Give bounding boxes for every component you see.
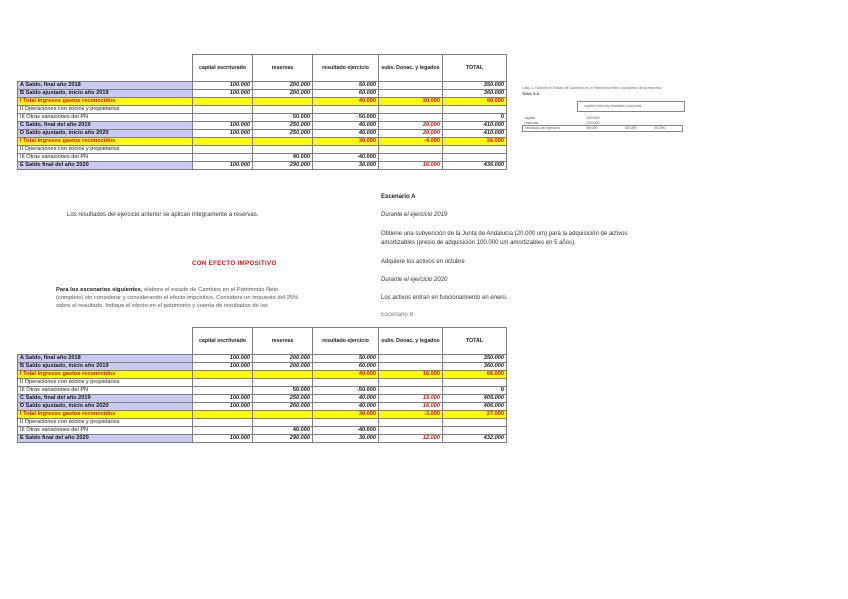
row-value: 410.000 bbox=[443, 130, 507, 138]
row-value: -40.000 bbox=[313, 154, 379, 162]
scenario-during-2019: Durante el ejercicio 2019 bbox=[381, 212, 448, 218]
row-value: 20.000 bbox=[379, 98, 443, 106]
row-value: 100.000 bbox=[193, 363, 253, 371]
mini-caption: Caso 2. Elabore el Estado de Cambios en el Patrimonio Neto (completo) de la empresa bbox=[522, 86, 662, 90]
row-value: 30.000 bbox=[313, 162, 379, 170]
row-value bbox=[379, 379, 443, 387]
row-label: I Total ingresos gastos reconocidos bbox=[18, 371, 193, 379]
row-value: -40.000 bbox=[313, 427, 379, 435]
row-value bbox=[193, 419, 253, 427]
row-value: 100.000 bbox=[193, 162, 253, 170]
row-value bbox=[313, 379, 379, 387]
header-capital: capital escriturado bbox=[193, 328, 253, 355]
row-label: B Saldo ajustado, inicio año 2019 bbox=[18, 363, 193, 371]
row-value: 12.000 bbox=[379, 435, 443, 443]
row-value: 100.000 bbox=[193, 403, 253, 411]
row-value: 26.000 bbox=[443, 138, 507, 146]
scenario-p3: Los activos entran en funcionamiento en enero. bbox=[381, 295, 508, 301]
row-value: 350.000 bbox=[443, 355, 507, 363]
row-value: 0 bbox=[443, 387, 507, 395]
row-value bbox=[379, 154, 443, 162]
row-value: 250.000 bbox=[253, 122, 313, 130]
note-resultados: Los resultados del ejercicio anterior se aplican íntegramente a reservas. bbox=[67, 212, 259, 218]
row-value: 20.000 bbox=[379, 122, 443, 130]
row-value bbox=[379, 106, 443, 114]
row-value: 40.000 bbox=[313, 130, 379, 138]
row-value: 50.000 bbox=[253, 387, 313, 395]
row-label: C Saldo, final del año 2019 bbox=[18, 395, 193, 403]
instructions-lead: Para los escenarios siguientes, bbox=[56, 287, 143, 293]
instructions-line2: (completo) sin considerar y considerando el efecto impositivo. Considere un impuesto del 25% bbox=[56, 295, 299, 301]
section-heading: CON EFECTO IMPOSITIVO bbox=[192, 260, 277, 267]
row-label: II Operaciones con socios y propietarios bbox=[18, 146, 193, 154]
row-value: 30.000 bbox=[313, 435, 379, 443]
table-row bbox=[18, 355, 507, 363]
table-row bbox=[18, 371, 507, 379]
instructions-line1: elabore el estado de Cambios en el Patrimonio Neto bbox=[142, 287, 279, 293]
row-value: 50.000 bbox=[253, 114, 313, 122]
row-value bbox=[193, 427, 253, 435]
row-value bbox=[253, 371, 313, 379]
row-label: I Total ingresos gastos reconocidos bbox=[18, 98, 193, 106]
row-value bbox=[379, 114, 443, 122]
mini-cell: reservas bbox=[524, 120, 539, 125]
row-value: 20.000 bbox=[379, 130, 443, 138]
row-label: II Operaciones con socios y propietarios bbox=[18, 106, 193, 114]
scenario-p1-line1: Obtiene una subvención de la Junta de Andalucía (20.000 um) para la adquisición de activos bbox=[381, 231, 628, 237]
header-subvenciones: subv. Donac. y legados bbox=[379, 328, 443, 355]
row-label: I Total ingresos gastos reconocidos bbox=[18, 138, 193, 146]
scenario-p2: Adquiere los activos en octubre bbox=[381, 259, 465, 265]
row-value: 27.000 bbox=[443, 411, 507, 419]
row-label: II Operaciones con socios y propietarios bbox=[18, 419, 193, 427]
row-value: 40.000 bbox=[313, 371, 379, 379]
row-value: 200.000 bbox=[253, 363, 313, 371]
row-value: 250.000 bbox=[253, 395, 313, 403]
header-total: TOTAL bbox=[443, 55, 507, 82]
row-value bbox=[253, 106, 313, 114]
row-value: 405.000 bbox=[443, 395, 507, 403]
table-row bbox=[18, 363, 507, 371]
row-value bbox=[193, 114, 253, 122]
row-label: A Saldo, final año 2018 bbox=[18, 82, 193, 90]
row-value: 60.000 bbox=[313, 90, 379, 98]
row-value: 40.000 bbox=[313, 98, 379, 106]
ecpn-table-sin-efecto bbox=[17, 54, 507, 170]
scenario-cut: Escenario B bbox=[381, 312, 414, 316]
row-value: 50.000 bbox=[313, 355, 379, 363]
table-row bbox=[18, 130, 507, 138]
row-value bbox=[253, 98, 313, 106]
row-label: B Saldo ajustado, inicio año 2019 bbox=[18, 90, 193, 98]
row-value bbox=[253, 379, 313, 387]
row-value bbox=[313, 419, 379, 427]
scenario-p1-line2: amortizables (precio de adquisición 100.000 um amortizables en 5 años). bbox=[381, 240, 576, 246]
row-value: 16.000 bbox=[379, 371, 443, 379]
row-value bbox=[379, 363, 443, 371]
row-value: -50.000 bbox=[313, 387, 379, 395]
row-value bbox=[379, 82, 443, 90]
row-value: 100.000 bbox=[193, 130, 253, 138]
row-value bbox=[253, 411, 313, 419]
row-label: II Operaciones con socios y propietarios bbox=[18, 379, 193, 387]
row-label: D Saldo ajustado, inicio año 2020 bbox=[18, 130, 193, 138]
row-value bbox=[253, 138, 313, 146]
row-value bbox=[193, 411, 253, 419]
row-value: 30.000 bbox=[313, 138, 379, 146]
row-value: 250.000 bbox=[253, 130, 313, 138]
row-value: 0 bbox=[443, 114, 507, 122]
table-row bbox=[18, 379, 507, 387]
row-label: A Saldo, final año 2018 bbox=[18, 355, 193, 363]
row-value: -3.000 bbox=[379, 411, 443, 419]
table-row bbox=[18, 162, 507, 170]
row-label: III Otras variaciones del PN bbox=[18, 387, 193, 395]
mini-header-box bbox=[577, 101, 685, 112]
header-reservas: reservas bbox=[253, 328, 313, 355]
table-row bbox=[18, 146, 507, 154]
row-value bbox=[253, 419, 313, 427]
row-value: 16.000 bbox=[379, 162, 443, 170]
table-row bbox=[18, 154, 507, 162]
row-value bbox=[193, 98, 253, 106]
row-value: 40.000 bbox=[313, 403, 379, 411]
mini-cell: 100.000 bbox=[586, 116, 600, 121]
ecpn-table-con-efecto bbox=[17, 327, 507, 443]
row-label: D Saldo ajustado, inicio año 2020 bbox=[18, 403, 193, 411]
scenario-title: Escenario A bbox=[381, 194, 416, 200]
mini-company: Teller, S.A. bbox=[522, 92, 541, 96]
row-value: 200.000 bbox=[253, 90, 313, 98]
row-value bbox=[379, 146, 443, 154]
table-row bbox=[18, 411, 507, 419]
table-row bbox=[18, 403, 507, 411]
row-value bbox=[313, 146, 379, 154]
mini-cell: 50.000 bbox=[586, 126, 598, 131]
table-row bbox=[18, 122, 507, 130]
row-value: 410.000 bbox=[443, 122, 507, 130]
row-value: 100.000 bbox=[193, 90, 253, 98]
row-value: 60.000 bbox=[443, 98, 507, 106]
row-value: 30.000 bbox=[313, 411, 379, 419]
row-value: 406.000 bbox=[443, 403, 507, 411]
row-value: 260.000 bbox=[253, 403, 313, 411]
row-value bbox=[193, 146, 253, 154]
row-value: 16.000 bbox=[379, 403, 443, 411]
mini-table bbox=[522, 116, 683, 132]
row-value: 200.000 bbox=[253, 355, 313, 363]
row-value bbox=[253, 146, 313, 154]
row-value: 100.000 bbox=[193, 82, 253, 90]
mini-cell: capital bbox=[524, 116, 535, 121]
row-label: III Otras variaciones del PN bbox=[18, 154, 193, 162]
header-blank bbox=[18, 55, 193, 82]
row-value: -4.000 bbox=[379, 138, 443, 146]
mini-header: capital reservas resultado subv total bbox=[584, 104, 642, 108]
table-row bbox=[18, 82, 507, 90]
header-resultado: resultado ejercicio bbox=[313, 55, 379, 82]
row-value bbox=[313, 106, 379, 114]
row-value: 40.000 bbox=[253, 427, 313, 435]
header-blank bbox=[18, 328, 193, 355]
row-value: 40.000 bbox=[313, 122, 379, 130]
row-value: 50.000 bbox=[313, 82, 379, 90]
row-value bbox=[193, 387, 253, 395]
mini-cell: 60.000 bbox=[625, 126, 637, 131]
mini-cell: 250.000 bbox=[586, 120, 600, 125]
row-value: 290.000 bbox=[253, 162, 313, 170]
row-label: C Saldo, final del año 2019 bbox=[18, 122, 193, 130]
row-label: III Otras variaciones del PN bbox=[18, 114, 193, 122]
row-value bbox=[379, 355, 443, 363]
row-value: -50.000 bbox=[313, 114, 379, 122]
instructions-line3: sobre el resultado. Indique el efecto en el patrimonio y cuenta de resultados de las bbox=[56, 303, 268, 309]
header-total: TOTAL bbox=[443, 328, 507, 355]
table-row bbox=[18, 114, 507, 122]
row-value: 100.000 bbox=[193, 435, 253, 443]
row-value bbox=[379, 427, 443, 435]
row-value bbox=[193, 106, 253, 114]
row-value bbox=[443, 419, 507, 427]
table-row bbox=[18, 435, 507, 443]
row-value: 290.000 bbox=[253, 435, 313, 443]
row-value: 60.000 bbox=[313, 363, 379, 371]
row-value bbox=[379, 387, 443, 395]
row-value: 436.000 bbox=[443, 162, 507, 170]
row-value: 100.000 bbox=[193, 355, 253, 363]
header-resultado: resultado ejercicio bbox=[313, 328, 379, 355]
row-value: 15.000 bbox=[379, 395, 443, 403]
row-value bbox=[443, 427, 507, 435]
table-row bbox=[18, 90, 507, 98]
row-value: 432.000 bbox=[443, 435, 507, 443]
row-label: I Total ingresos gastos reconocidos bbox=[18, 411, 193, 419]
table-row bbox=[18, 387, 507, 395]
table-row bbox=[18, 419, 507, 427]
row-value: 360.000 bbox=[443, 90, 507, 98]
table-row bbox=[18, 138, 507, 146]
row-value bbox=[379, 90, 443, 98]
row-value bbox=[193, 379, 253, 387]
header-reservas: reservas bbox=[253, 55, 313, 82]
row-value bbox=[193, 371, 253, 379]
row-label: III Otras variaciones del PN bbox=[18, 427, 193, 435]
row-value: 200.000 bbox=[253, 82, 313, 90]
instructions-paragraph bbox=[56, 286, 374, 310]
header-subvenciones: subv. Donac. y legados bbox=[379, 55, 443, 82]
row-value: 360.000 bbox=[443, 363, 507, 371]
row-value: 66.000 bbox=[443, 371, 507, 379]
row-value bbox=[443, 379, 507, 387]
row-value bbox=[193, 154, 253, 162]
table-row bbox=[18, 395, 507, 403]
header-capital: capital escriturado bbox=[193, 55, 253, 82]
row-value: 40.000 bbox=[253, 154, 313, 162]
row-value bbox=[379, 419, 443, 427]
row-value bbox=[443, 146, 507, 154]
row-label: E Saldo final del año 2020 bbox=[18, 435, 193, 443]
row-value: 100.000 bbox=[193, 395, 253, 403]
mini-cell: 50.000 bbox=[654, 126, 666, 131]
row-value: 100.000 bbox=[193, 122, 253, 130]
row-value bbox=[443, 154, 507, 162]
row-label: E Saldo final del año 2020 bbox=[18, 162, 193, 170]
row-value bbox=[193, 138, 253, 146]
mini-cell: resultado del ejercicio bbox=[525, 126, 560, 131]
row-value bbox=[443, 106, 507, 114]
row-value: 350.000 bbox=[443, 82, 507, 90]
table-row bbox=[18, 427, 507, 435]
scenario-during-2020: Durante el ejercicio 2020 bbox=[381, 277, 448, 283]
row-value: 40.000 bbox=[313, 395, 379, 403]
table-row bbox=[18, 98, 507, 106]
table-row bbox=[18, 106, 507, 114]
